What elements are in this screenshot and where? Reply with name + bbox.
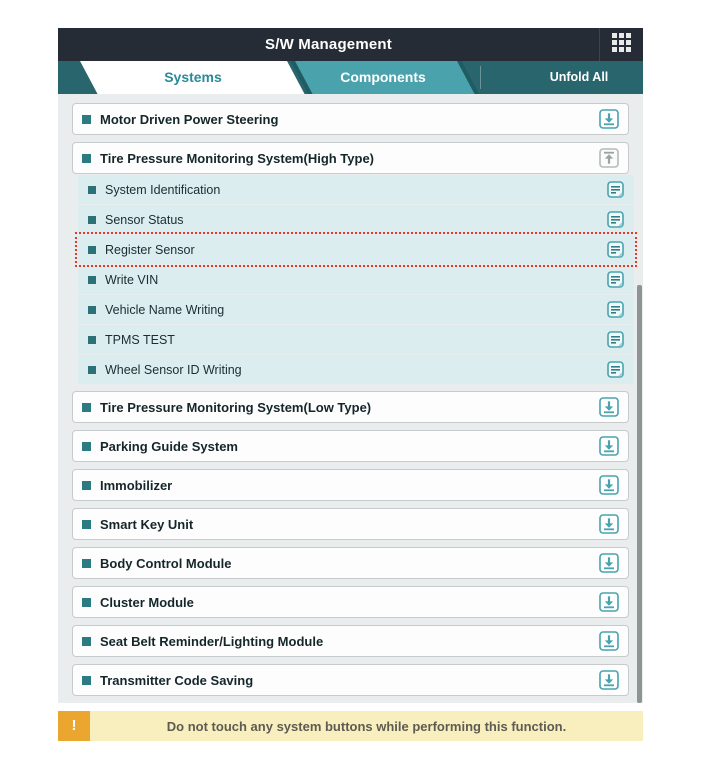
bullet-icon <box>82 115 91 124</box>
function-label: System Identification <box>105 182 221 197</box>
title-bar <box>58 28 643 61</box>
tab-components-label[interactable]: Components <box>340 69 426 85</box>
warning-exclamation-icon: ! <box>58 711 90 741</box>
bullet-icon <box>82 481 91 490</box>
function-label: Vehicle Name Writing <box>105 302 225 317</box>
fold-arrow-up-icon[interactable] <box>599 148 619 168</box>
bullet-icon <box>88 276 96 284</box>
system-label: Tire Pressure Monitoring System(Low Type) <box>100 399 372 415</box>
bullet-icon <box>82 154 91 163</box>
unfold-arrow-down-icon[interactable] <box>599 670 619 690</box>
bullet-icon <box>82 403 91 412</box>
bullet-icon <box>88 306 96 314</box>
bullet-icon <box>88 336 96 344</box>
tab-bar <box>58 61 643 94</box>
bullet-icon <box>82 598 91 607</box>
function-item-wheel-sensor-id-writing[interactable] <box>78 355 634 384</box>
unfold-arrow-down-icon[interactable] <box>599 397 619 417</box>
tab-systems-label[interactable]: Systems <box>164 69 222 85</box>
system-label: Motor Driven Power Steering <box>100 111 279 127</box>
system-label: Smart Key Unit <box>100 516 194 532</box>
system-item-parking-guide-system[interactable] <box>72 430 629 462</box>
grid-menu-icon <box>612 33 631 57</box>
function-label: TPMS TEST <box>105 332 175 347</box>
bullet-icon <box>82 637 91 646</box>
bullet-icon <box>88 246 96 254</box>
page-title: S/W Management <box>265 36 392 53</box>
function-item-tpms-test[interactable] <box>78 325 634 354</box>
menu-grid-button[interactable] <box>599 28 643 61</box>
unfold-all-button[interactable]: Unfold All <box>549 70 609 84</box>
bullet-icon <box>88 366 96 374</box>
system-item-tpms-low-type[interactable] <box>72 391 629 423</box>
bullet-icon <box>82 520 91 529</box>
system-item-transmitter-code-saving[interactable] <box>72 664 629 696</box>
system-item-motor-driven-power-steering[interactable] <box>72 103 629 135</box>
function-doc-icon[interactable] <box>607 241 624 258</box>
bullet-icon <box>82 559 91 568</box>
unfold-arrow-down-icon[interactable] <box>599 109 619 129</box>
bullet-icon <box>88 186 96 194</box>
function-doc-icon[interactable] <box>607 211 624 228</box>
unfold-arrow-down-icon[interactable] <box>599 553 619 573</box>
unfold-arrow-down-icon[interactable] <box>599 436 619 456</box>
function-doc-icon[interactable] <box>607 361 624 378</box>
unfold-arrow-down-icon[interactable] <box>599 592 619 612</box>
unfold-arrow-down-icon[interactable] <box>599 631 619 651</box>
function-doc-icon[interactable] <box>607 271 624 288</box>
bullet-icon <box>88 216 96 224</box>
function-item-vehicle-name-writing[interactable] <box>78 295 634 324</box>
bullet-icon <box>82 676 91 685</box>
sw-management-window <box>58 28 643 745</box>
warning-banner <box>58 711 643 741</box>
unfold-arrow-down-icon[interactable] <box>599 514 619 534</box>
system-item-seat-belt-reminder-lighting-module[interactable] <box>72 625 629 657</box>
system-label: Seat Belt Reminder/Lighting Module <box>100 633 324 649</box>
function-doc-icon[interactable] <box>607 331 624 348</box>
function-label: Write VIN <box>105 272 159 287</box>
bullet-icon <box>82 442 91 451</box>
function-doc-icon[interactable] <box>607 181 624 198</box>
function-item-register-sensor[interactable] <box>78 235 634 264</box>
tpms-high-function-list <box>78 175 634 384</box>
system-item-body-control-module[interactable] <box>72 547 629 579</box>
system-item-cluster-module[interactable] <box>72 586 629 618</box>
system-label: Immobilizer <box>100 477 173 493</box>
systems-list <box>58 94 643 703</box>
function-item-system-identification[interactable] <box>78 175 634 204</box>
vertical-scrollbar[interactable] <box>637 285 642 703</box>
function-label: Register Sensor <box>105 242 195 257</box>
tabbar-divider <box>480 66 481 89</box>
system-label: Parking Guide System <box>100 438 238 454</box>
system-label: Transmitter Code Saving <box>100 672 254 688</box>
system-item-smart-key-unit[interactable] <box>72 508 629 540</box>
function-doc-icon[interactable] <box>607 301 624 318</box>
function-label: Wheel Sensor ID Writing <box>105 362 242 377</box>
function-item-sensor-status[interactable] <box>78 205 634 234</box>
function-item-write-vin[interactable] <box>78 265 634 294</box>
system-label: Tire Pressure Monitoring System(High Type) <box>100 150 375 166</box>
system-item-tpms-high-type[interactable] <box>72 142 629 174</box>
warning-message: Do not touch any system buttons while performing this function. <box>90 711 643 741</box>
system-label: Cluster Module <box>100 594 194 610</box>
system-item-immobilizer[interactable] <box>72 469 629 501</box>
function-label: Sensor Status <box>105 212 184 227</box>
unfold-arrow-down-icon[interactable] <box>599 475 619 495</box>
system-label: Body Control Module <box>100 555 232 571</box>
